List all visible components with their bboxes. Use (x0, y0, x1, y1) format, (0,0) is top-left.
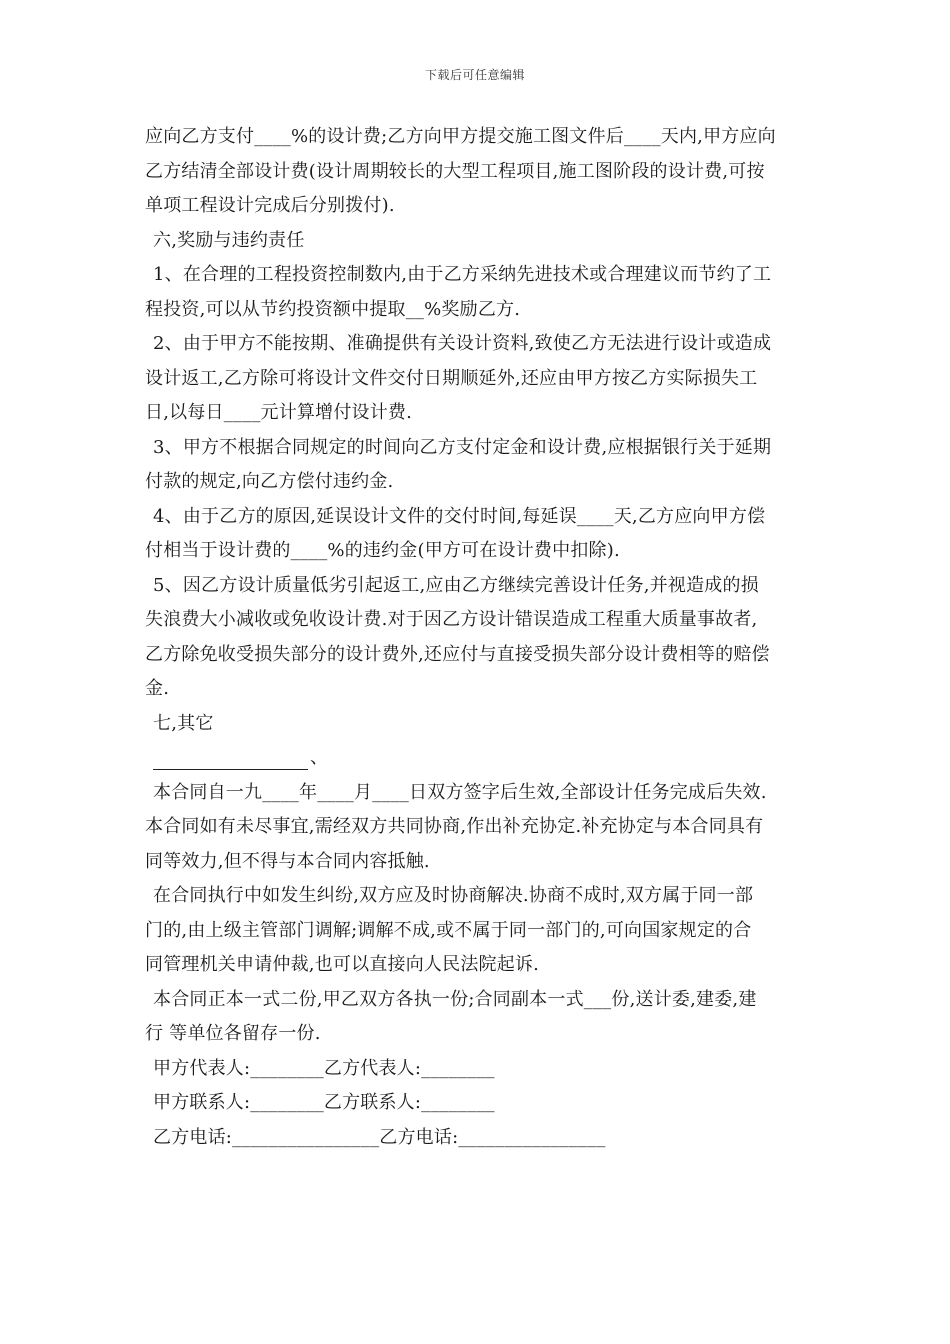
text-line: 2、由于甲方不能按期、准确提供有关设计资料,致使乙方无法进行设计或造成 (153, 333, 772, 354)
signature-line-contact: 甲方联系人:________乙方联系人:________ (153, 1092, 495, 1113)
signature-line-representative: 甲方代表人:________乙方代表人:________ (153, 1057, 495, 1079)
text-line: 同等效力,但不得与本合同内容抵触. (145, 850, 430, 872)
text-line: 乙方结清全部设计费(设计周期较长的大型工程项目,施工图阶段的设计费,可按 (145, 160, 765, 182)
text-line: 同管理机关申请仲裁,也可以直接向人民法院起诉. (145, 954, 540, 975)
text-line: 本合同自一九____年____月____日双方签字后生效,全部设计任务完成后失效. (153, 781, 767, 803)
text-line: 失浪费大小减收或免收设计费.对于因乙方设计错误造成工程重大质量事故者, (145, 609, 758, 630)
blank-underline (153, 747, 308, 770)
text-line: 3、甲方不根据合同规定的时间向乙方支付定金和设计费,应根据银行关于延期 (153, 436, 772, 458)
text-line: 本合同正本一式二份,甲乙双方各执一份;合同副本一式___份,送计委,建委,建 (153, 988, 757, 1010)
text-line: 付款的规定,向乙方偿付违约金. (145, 471, 394, 492)
text-line: 4、由于乙方的原因,延误设计文件的交付时间,每延误____天,乙方应向甲方偿 (153, 505, 766, 527)
text-line: 乙方除免收受损失部分的设计费外,还应付与直接受损失部分设计费相等的赔偿 (145, 643, 770, 665)
text-line: 1、在合理的工程投资控制数内,由于乙方采纳先进技术或合理建议而节约了工 (153, 264, 772, 285)
text-line: 门的,由上级主管部门调解;调解不成,或不属于同一部门的,可向国家规定的合 (145, 919, 752, 941)
text-line: 应向乙方支付____%的设计费;乙方向甲方提交施工图文件后____天内,甲方应向 (145, 126, 776, 147)
text-line: 单项工程设计完成后分别拨付). (145, 195, 395, 216)
text-line: 行 等单位各留存一份. (145, 1023, 321, 1044)
text-line: 付相当于设计费的____%的违约金(甲方可在设计费中扣除). (145, 540, 620, 561)
page-header: 下载后可任意编辑 (424, 68, 525, 82)
document-body (145, 120, 809, 1155)
text-line: 设计返工,乙方除可将设计文件交付日期顺延外,还应由甲方按乙方实际损失工 (145, 367, 758, 389)
text-line: 程投资,可以从节约投资额中提取__%奖励乙方. (145, 298, 521, 320)
text-line: 日,以每日____元计算增付设计费. (145, 402, 413, 423)
text-line: 5、因乙方设计质量低劣引起返工,应由乙方继续完善设计任务,并视造成的损 (153, 574, 759, 596)
section-heading: 七,其它 (153, 712, 214, 734)
blank-clause-mark: 、 (310, 747, 329, 768)
text-line: 本合同如有未尽事宜,需经双方共同协商,作出补充协定.补充协定与本合同具有 (145, 816, 764, 837)
signature-line-phone: 乙方电话:________________乙方电话:________________ (153, 1126, 606, 1148)
text-line: 金. (145, 678, 170, 699)
section-heading: 六,奖励与违约责任 (153, 229, 305, 251)
blank-clause-line (145, 741, 809, 776)
text-line: 在合同执行中如发生纠纷,双方应及时协商解决.协商不成时,双方属于同一部 (153, 885, 754, 906)
